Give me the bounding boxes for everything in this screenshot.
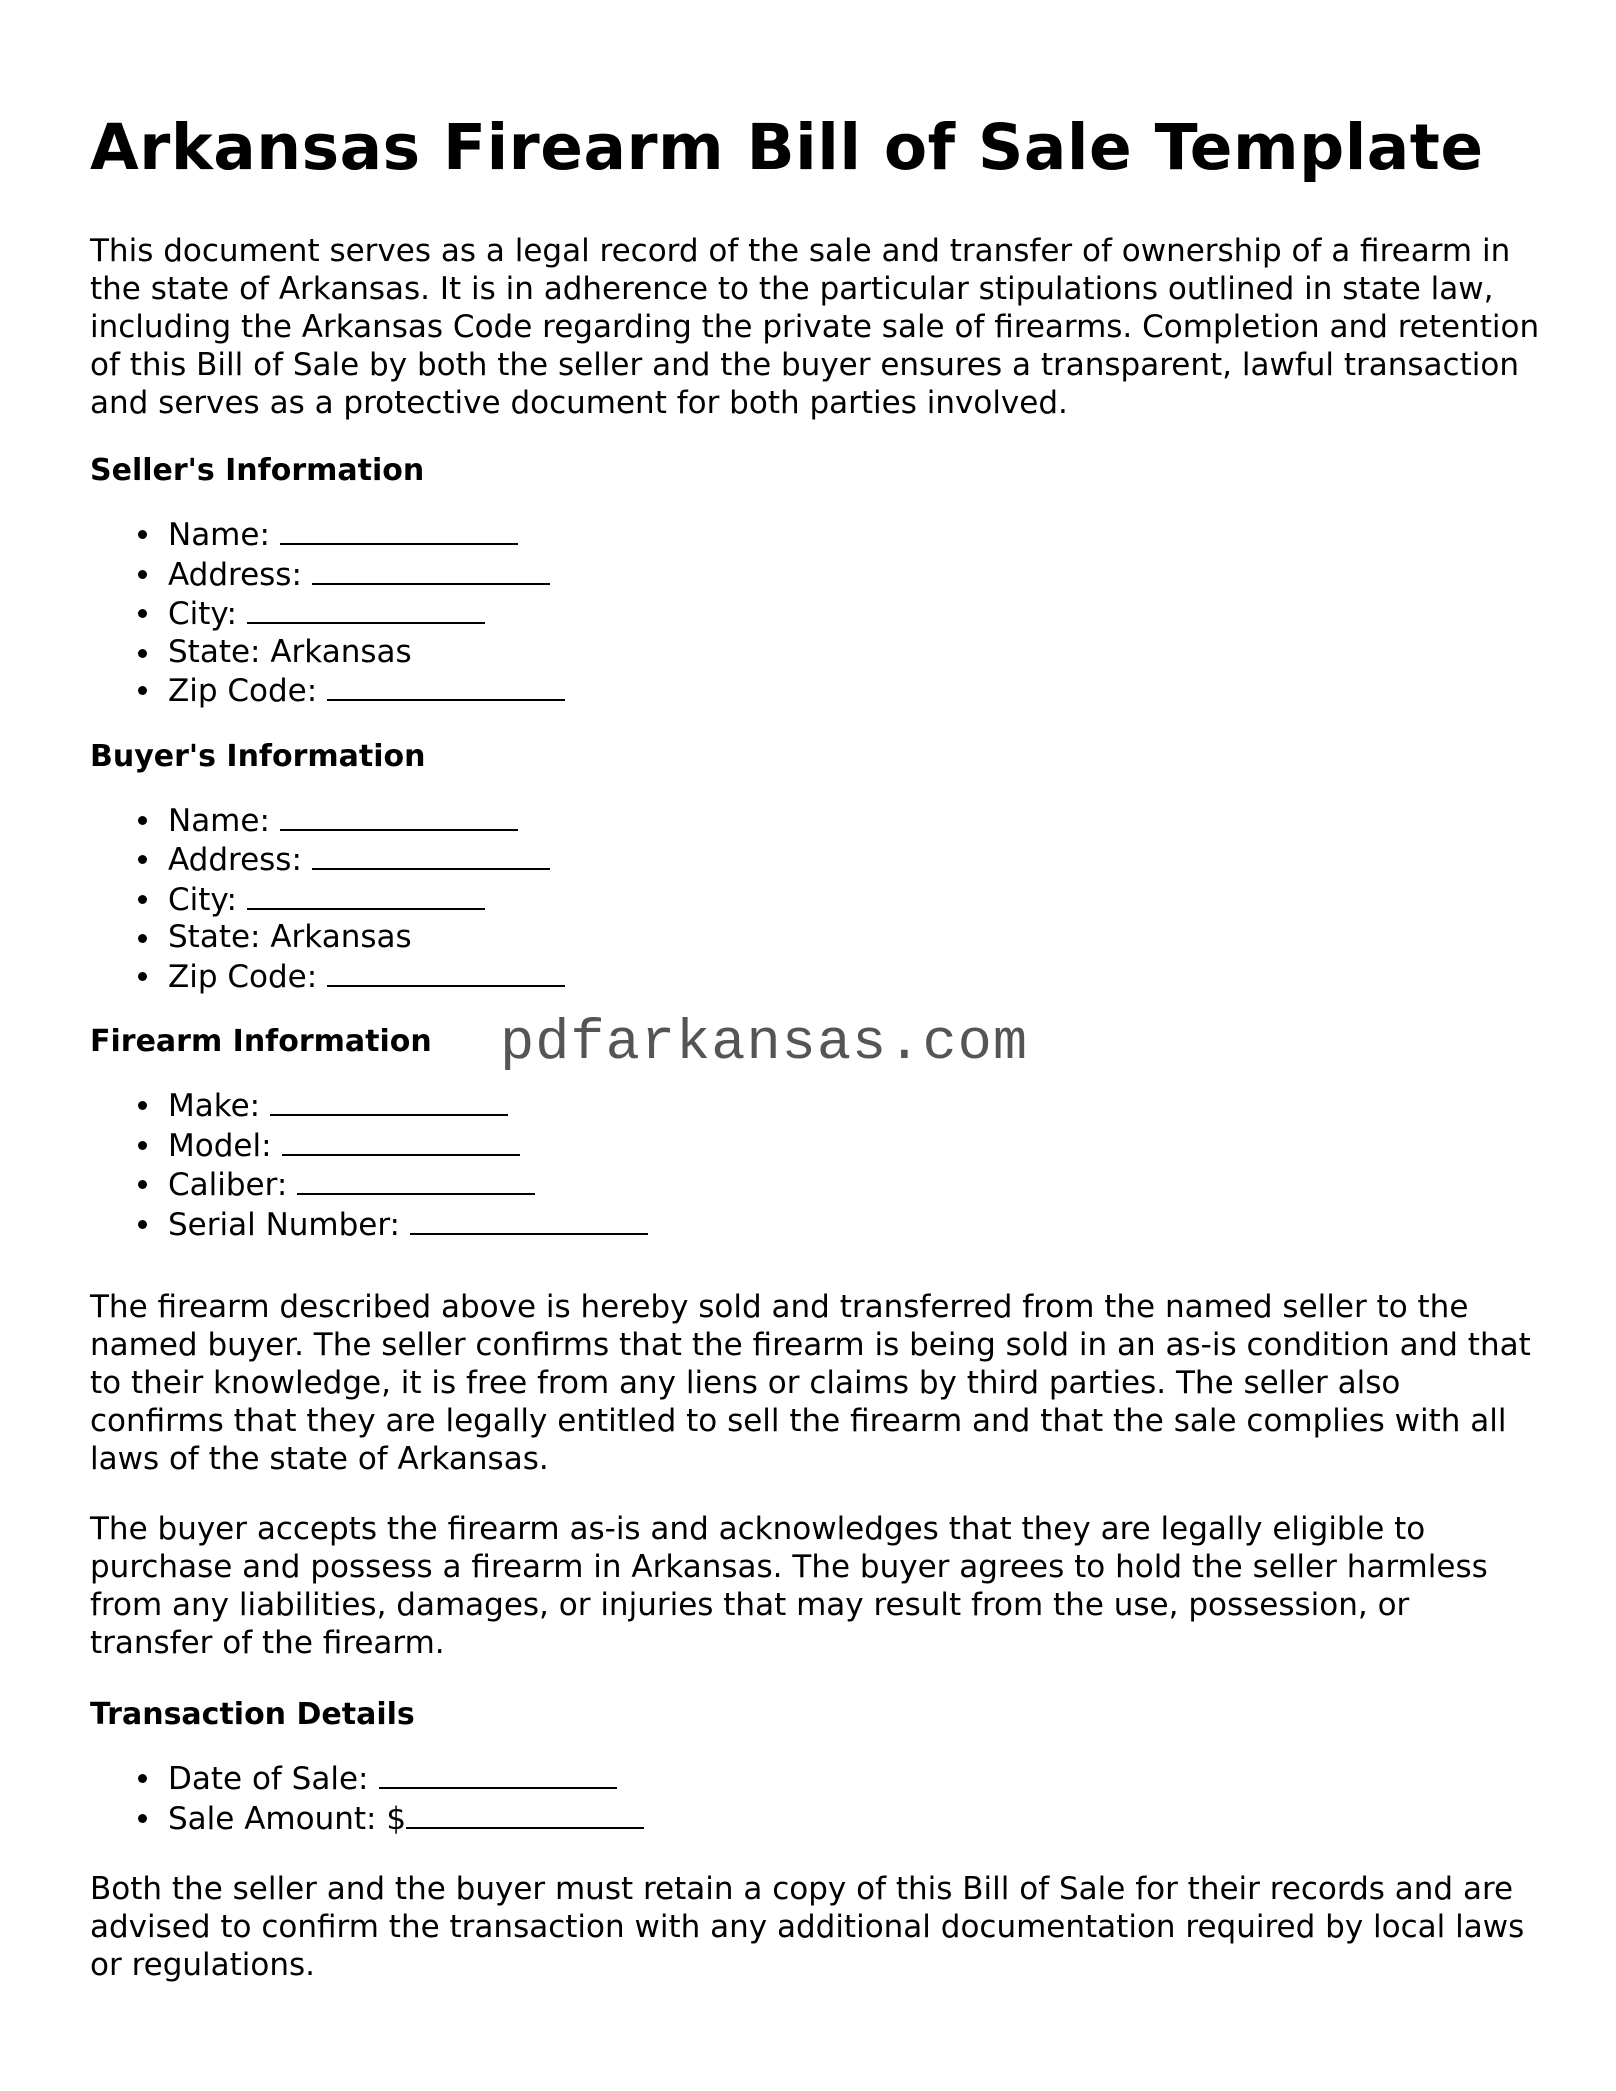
buyer-city-item	[168, 880, 1540, 920]
page-title: Arkansas Firearm Bill of Sale Template	[90, 111, 1484, 184]
firearm-field-list	[90, 1086, 1540, 1244]
seller-zip-field[interactable]	[327, 671, 565, 701]
firearm-caliber-label: Caliber:	[168, 1167, 288, 1203]
firearm-serial-field[interactable]	[410, 1205, 648, 1235]
sale-amount-label: Sale Amount: $	[168, 1800, 407, 1837]
watermark: pdfarkansas.com	[500, 1012, 1029, 1076]
seller-city-label: City:	[168, 596, 237, 632]
firearm-make-field[interactable]	[270, 1086, 508, 1116]
seller-city-item	[168, 594, 1540, 634]
transaction-field-list	[90, 1759, 1540, 1838]
intro-paragraph: This document serves as a legal record of the sale and transfer of ownership of a firearm in the state of Arkansas. It is in adherence to the particular stipulations outlined in state law, including the Arkansas Code regarding the private sale of firearms. Completion and retention of this Bill of Sale by both the seller and the buyer ensures a transparent, lawful transaction and serves as a protective document for both parties involved.	[90, 233, 1540, 421]
document-page	[90, 108, 1540, 1984]
buyer-city-field[interactable]	[247, 880, 485, 910]
seller-name-item	[168, 515, 1540, 555]
seller-zip-item	[168, 671, 1540, 711]
buyer-address-field[interactable]	[312, 840, 550, 870]
sale-amount-item	[168, 1799, 1540, 1839]
buyer-address-item	[168, 840, 1540, 880]
seller-zip-label: Zip Code:	[168, 673, 318, 709]
firearm-model-field[interactable]	[282, 1126, 520, 1156]
buyer-state-item	[168, 919, 1540, 957]
buyer-statement-paragraph: The buyer accepts the firearm as-is and acknowledges that they are legally eligible to purchase and possess a firearm in Arkansas. The buyer agrees to hold the seller harmless from any liabilities, damages, or injuries that may result from the use, possession, or transfer of the firearm.	[90, 1511, 1488, 1661]
date-of-sale-item	[168, 1759, 1540, 1799]
seller-field-list	[90, 515, 1540, 711]
seller-name-field[interactable]	[280, 515, 518, 545]
seller-name-label: Name:	[168, 517, 270, 553]
seller-state-label: State: Arkansas	[168, 633, 412, 670]
firearm-serial-item	[168, 1205, 1540, 1245]
firearm-make-item	[168, 1086, 1540, 1126]
date-of-sale-field[interactable]	[379, 1759, 617, 1789]
buyer-zip-item	[168, 957, 1540, 997]
seller-state-item	[168, 634, 1540, 672]
seller-heading: Seller's Information	[90, 453, 425, 488]
buyer-heading: Buyer's Information	[90, 738, 426, 774]
closing-paragraph: Both the seller and the buyer must retain a copy of this Bill of Sale for their records and are advised to confirm the transaction with any additional documentation required by local laws or regulations.	[90, 1871, 1525, 1983]
seller-address-field[interactable]	[312, 555, 550, 585]
buyer-zip-field[interactable]	[327, 957, 565, 987]
buyer-state-label: State: Arkansas	[168, 919, 412, 955]
firearm-model-item	[168, 1126, 1540, 1166]
buyer-field-list	[90, 801, 1540, 997]
firearm-heading	[90, 1012, 1540, 1076]
buyer-name-field[interactable]	[280, 801, 518, 831]
seller-statement-paragraph: The firearm described above is hereby sold and transferred from the named seller to the named buyer. The seller confirms that the firearm is being sold in an as-is condition and that to their knowledge, it is free from any liens or claims by third parties. The seller also confirms that they are legally entitled to sell the firearm and that the sale complies with all laws of the state of Arkansas.	[90, 1289, 1531, 1477]
firearm-model-label: Model:	[168, 1127, 272, 1164]
firearm-serial-label: Serial Number:	[168, 1206, 401, 1243]
sale-amount-field[interactable]	[406, 1799, 644, 1829]
buyer-address-label: Address:	[168, 842, 302, 878]
firearm-caliber-item	[168, 1165, 1540, 1205]
firearm-heading-text: Firearm Information	[90, 1024, 432, 1059]
transaction-heading: Transaction Details	[90, 1697, 415, 1732]
buyer-name-item	[168, 801, 1540, 841]
buyer-zip-label: Zip Code:	[168, 958, 318, 995]
seller-address-label: Address:	[168, 556, 302, 593]
firearm-make-label: Make:	[168, 1088, 261, 1124]
buyer-city-label: City:	[168, 881, 237, 918]
seller-city-field[interactable]	[247, 594, 485, 624]
firearm-caliber-field[interactable]	[297, 1165, 535, 1195]
seller-address-item	[168, 555, 1540, 595]
buyer-name-label: Name:	[168, 802, 270, 839]
date-of-sale-label: Date of Sale:	[168, 1761, 369, 1797]
